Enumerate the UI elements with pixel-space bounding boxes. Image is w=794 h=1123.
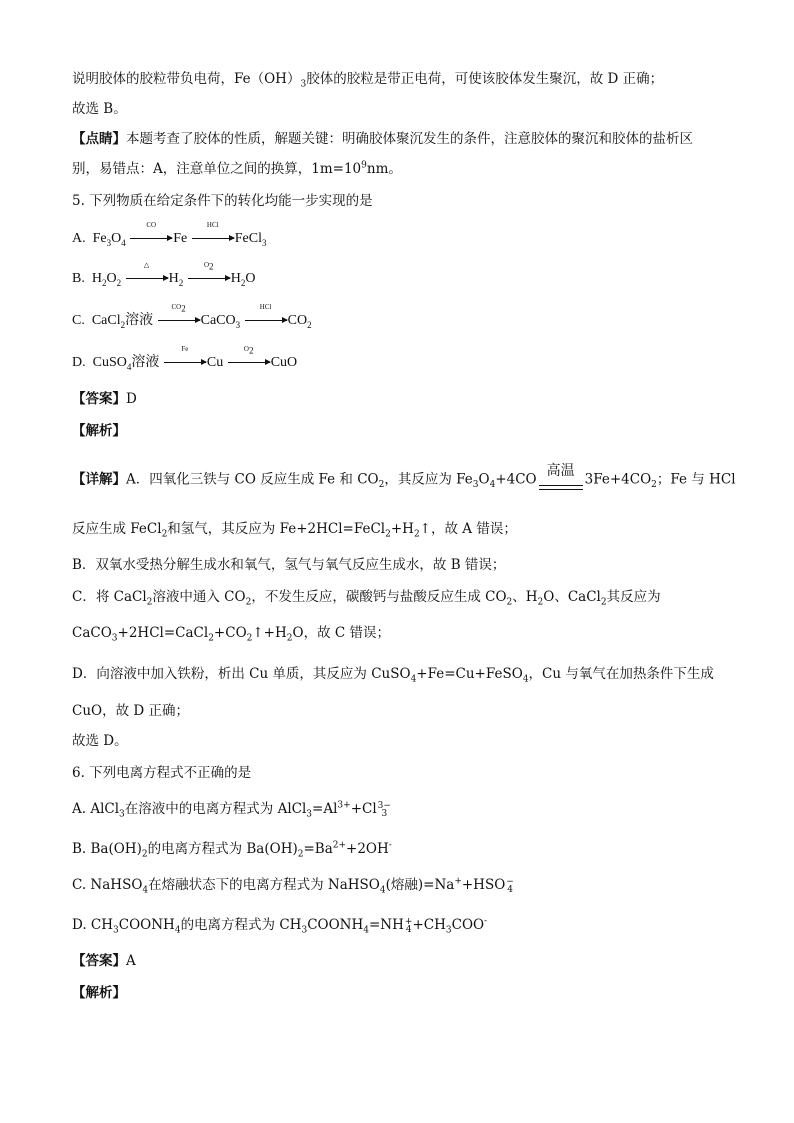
subscript: 4: [174, 925, 181, 936]
text-line: [72, 100, 127, 118]
option-label: C.: [72, 313, 85, 328]
reaction-arrow: [188, 261, 230, 288]
subscript: 2: [378, 480, 385, 491]
subscript: 2: [208, 633, 214, 644]
text: +HSO: [461, 877, 506, 893]
subscript: 3: [306, 809, 313, 820]
answer-tag: 【答案】: [72, 391, 126, 407]
text: +Cl: [350, 801, 377, 817]
arrow-condition: [228, 345, 270, 356]
formula: H: [230, 271, 241, 286]
text: COONH: [307, 917, 364, 933]
arrow-condition: [188, 261, 230, 272]
answer-tag: 【答案】: [72, 953, 126, 969]
subscript: 3: [235, 319, 241, 330]
text: =Al: [312, 801, 338, 817]
arrow-condition-text: O: [203, 261, 209, 269]
arrow-condition: CO: [146, 221, 157, 229]
detail-line: [72, 624, 390, 642]
formula: CO: [287, 313, 308, 328]
detail-line: [72, 556, 505, 574]
detail-line: [72, 520, 517, 538]
text: 、H: [512, 589, 538, 605]
text: 溶液: [131, 355, 160, 370]
text: +CH: [412, 917, 446, 933]
text: 在熔融状态下的电离方程式为 NaHSO: [148, 877, 380, 893]
reaction-arrow: [245, 303, 287, 330]
text: O、CaCl: [543, 589, 601, 605]
text: 6. 下列电离方程式不正确的是: [72, 765, 252, 781]
option-a: [72, 800, 391, 818]
subscript: 2: [286, 633, 293, 644]
reaction-arrow: [130, 221, 172, 248]
subscript: 3: [300, 79, 307, 90]
charge-stack: [378, 802, 391, 818]
option-d: [72, 916, 487, 934]
reaction-arrow: [158, 303, 200, 330]
subscript: 3: [111, 633, 118, 644]
option-label: A.: [72, 231, 86, 246]
charge-top: +: [404, 916, 413, 927]
option-c: [72, 303, 312, 330]
answer-line: [72, 952, 136, 970]
text: D. CH: [72, 917, 114, 933]
formula: CaCO: [200, 313, 236, 328]
superscript: 3+: [337, 800, 351, 811]
subscript: 3: [261, 237, 267, 248]
option-label: B.: [72, 271, 85, 286]
subscript: 2: [307, 319, 312, 330]
text: O，故 C 错误；: [292, 625, 390, 641]
text: C. NaHSO: [72, 877, 143, 893]
arrow-condition: Fe: [181, 345, 189, 353]
subscript: 4: [489, 480, 496, 491]
formula: Cu: [206, 355, 224, 370]
formula: H: [168, 271, 179, 286]
subscript: 2: [101, 277, 107, 288]
subscript: 3: [119, 809, 125, 820]
text: +2HCl=CaCl: [117, 625, 209, 641]
text: ，Cu 与氧气在加热条件下生成: [528, 666, 714, 682]
charge-bottom: 3: [381, 808, 388, 819]
text: 其反应为: [606, 589, 661, 605]
subscript: 4: [363, 925, 369, 936]
reaction-arrow: [164, 345, 206, 372]
option-label: D.: [72, 355, 86, 370]
text: =NH: [369, 917, 404, 933]
subscript: 2: [141, 849, 148, 860]
subscript: 4: [121, 237, 126, 248]
text-line: [72, 160, 402, 178]
subscript: 2: [245, 597, 252, 608]
subscript: 4: [410, 674, 417, 685]
subscript: 3: [113, 925, 119, 936]
subscript: 2: [120, 319, 126, 330]
text: 的电离方程式为 CH: [180, 917, 302, 933]
formula: Fe: [173, 231, 188, 246]
formula: O: [111, 231, 122, 246]
text: ↑，故 A 错误；: [419, 521, 517, 537]
charge-top: 3−: [377, 800, 391, 811]
text: ，不发生反应，碳酸钙与盐酸反应生成 CO: [251, 589, 507, 605]
text: ，其反应为 Fe: [384, 471, 473, 488]
subscript: 4: [142, 885, 149, 896]
option-c: [72, 876, 514, 894]
answer-line: [72, 390, 137, 408]
subscript: 2: [248, 345, 254, 356]
formula: O: [245, 271, 256, 286]
option-d: [72, 345, 298, 372]
subscript: 2: [246, 633, 253, 644]
text: =Ba: [303, 841, 333, 857]
text: 反应生成 FeCl: [72, 521, 162, 537]
subscript: 4: [126, 361, 132, 372]
subscript: 2: [600, 597, 607, 608]
text: B. Ba(OH): [72, 841, 142, 857]
superscript: 9: [361, 160, 367, 171]
text: +4CO: [495, 471, 537, 488]
text: 溶液中通入 CO: [152, 589, 246, 605]
text: D．向溶液中加入铁粉，析出 Cu 单质，其反应为 CuSO: [72, 666, 411, 682]
text: A. AlCl: [72, 801, 120, 817]
text: 说明胶体的胶粒带负电荷，Fe（OH）: [72, 71, 301, 87]
subscript: 2: [116, 277, 122, 288]
subscript: 2: [385, 529, 391, 540]
analysis-tag: 【解析】: [72, 985, 126, 1001]
superscript: -: [388, 840, 392, 851]
subscript: 2: [537, 597, 544, 608]
subscript: 4: [379, 885, 386, 896]
text: 本题考查了胶体的性质，解题关键：明确胶体聚沉发生的条件，注意胶体的聚沉和胶体的盐析区: [126, 131, 693, 147]
formula: H: [91, 271, 102, 286]
tip-line: [72, 130, 693, 148]
detail-line: [72, 702, 189, 720]
text: 在溶液中的电离方程式为 AlCl: [124, 801, 307, 817]
subscript: 3: [301, 925, 308, 936]
text: A．四氧化三铁与 CO 反应生成 Fe 和 CO: [126, 471, 379, 488]
charge-bottom: 4: [507, 884, 513, 895]
arrow-condition: HCl: [259, 303, 272, 311]
detail-tag: 【详解】: [72, 471, 126, 488]
option-b: [72, 840, 392, 858]
reaction-arrow: [228, 345, 270, 372]
tip-tag: 【点睛】: [72, 131, 126, 147]
detail-line: [72, 665, 714, 683]
text: ；Fe 与 HCl: [656, 471, 736, 488]
superscript: -: [484, 916, 488, 927]
detail-line: [72, 463, 736, 494]
text: 故选 B。: [72, 101, 127, 117]
equal-sign-condition: [539, 463, 583, 494]
detail-line: [72, 588, 661, 606]
text: CaCO: [72, 625, 112, 641]
subscript: 2: [209, 261, 214, 272]
answer-value: D: [126, 391, 137, 407]
question-stem: [72, 192, 373, 210]
charge-stack: [506, 878, 514, 894]
question-stem: [72, 764, 251, 782]
formula: CaCl: [91, 313, 121, 328]
text: C．将 CaCl: [72, 589, 147, 605]
formula: CuO: [270, 355, 298, 370]
text: 别，易错点：A，注意单位之间的换算，1m=10: [72, 161, 362, 177]
text: 故选 D。: [72, 733, 128, 749]
formula: Fe: [92, 231, 107, 246]
text: B．双氧水受热分解生成水和氧气，氢气与氧气反应生成水，故 B 错误；: [72, 557, 506, 573]
detail-line: [72, 732, 128, 750]
charge-top: −: [506, 876, 514, 887]
text-line: [72, 70, 663, 88]
analysis-line: [72, 422, 126, 440]
subscript: 2: [240, 277, 246, 288]
text: (熔融)=Na: [385, 877, 455, 893]
text: ↑+H: [252, 625, 287, 641]
text: COONH: [118, 917, 175, 933]
superscript: +: [454, 876, 462, 887]
text: 5. 下列物质在给定条件下的转化均能一步实现的是: [72, 193, 373, 209]
subscript: 2: [506, 597, 513, 608]
text: nm。: [366, 161, 402, 177]
arrow-condition: △: [143, 261, 150, 269]
subscript: 4: [522, 674, 529, 685]
formula: O: [106, 271, 117, 286]
subscript: 2: [297, 849, 304, 860]
text: +CO: [213, 625, 247, 641]
subscript: 2: [178, 277, 184, 288]
text: 和氢气，其反应为 Fe+2HCl=FeCl: [167, 521, 386, 537]
subscript: 2: [161, 529, 168, 540]
arrow-condition-text: O: [243, 345, 249, 353]
reaction-arrow: [192, 221, 234, 248]
option-a: [72, 221, 267, 248]
subscript: 3: [472, 480, 479, 491]
text: O: [478, 471, 490, 488]
arrow-condition-text: CO: [171, 303, 182, 311]
analysis-line: [72, 984, 126, 1002]
text: 的电离方程式为 Ba(OH): [147, 841, 298, 857]
analysis-tag: 【解析】: [72, 423, 126, 439]
text: 3Fe+4CO: [584, 471, 652, 488]
arrow-condition: HCl: [206, 221, 219, 229]
subscript: 3: [106, 237, 112, 248]
condition-text: 高温: [546, 463, 575, 479]
option-b: [72, 261, 256, 288]
subscript: 2: [146, 597, 153, 608]
subscript: 2: [413, 529, 420, 540]
subscript: 3: [445, 925, 452, 936]
answer-value: A: [126, 953, 136, 969]
text: 溶液: [125, 313, 154, 328]
formula: CuSO: [92, 355, 127, 370]
subscript: 2: [181, 303, 186, 314]
text: +H: [390, 521, 414, 537]
formula: FeCl: [234, 231, 262, 246]
reaction-arrow: [126, 261, 168, 288]
superscript: 2+: [332, 840, 347, 851]
text: COO: [451, 917, 485, 933]
text: 胶体的胶粒是带正电荷，可使该胶体发生聚沉，故 D 正确；: [306, 71, 664, 87]
text: +2OH: [346, 841, 389, 857]
arrow-condition: [158, 303, 200, 314]
charge-bottom: 4: [405, 924, 412, 935]
text: +Fe=Cu+FeSO: [416, 666, 523, 682]
subscript: 2: [651, 480, 657, 491]
text: CuO，故 D 正确；: [72, 703, 189, 719]
